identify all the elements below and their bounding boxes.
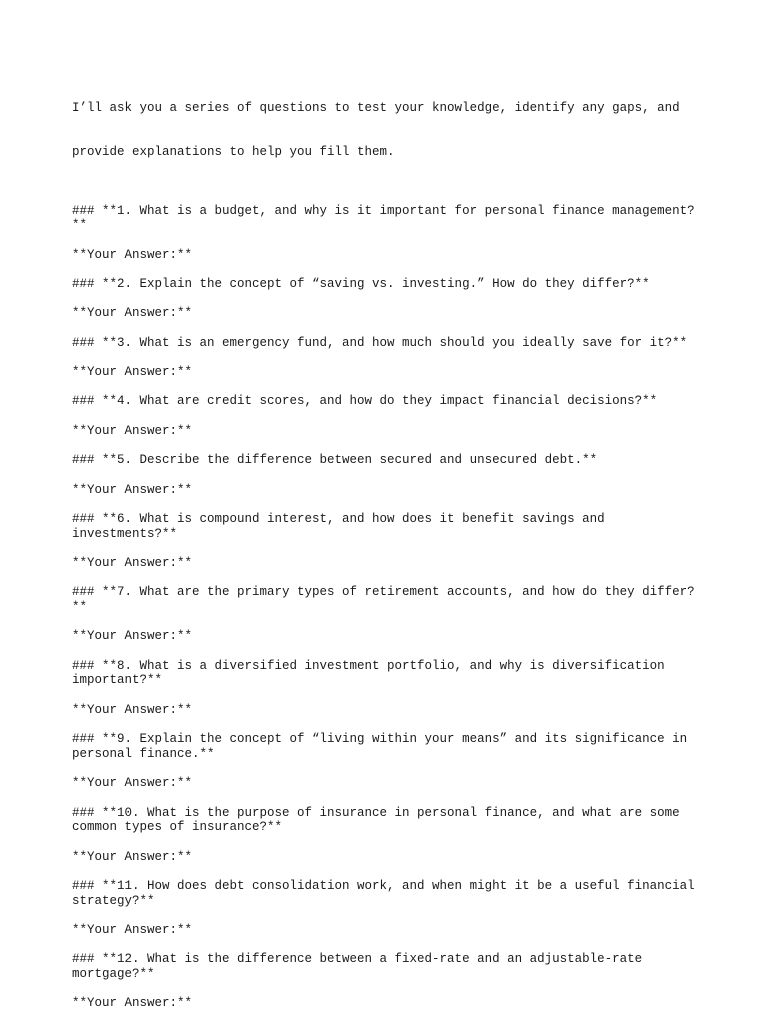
question-line: ### **4. What are credit scores, and how do they impact financial decisions?** [72, 394, 658, 409]
answer-label: **Your Answer:** [72, 247, 193, 262]
question-heading-1 [72, 204, 712, 233]
question-heading-9 [72, 732, 712, 761]
question-heading-5 [72, 453, 712, 468]
question-line: ### **12. What is the difference between a fixed-rate and an adjustable-rate [72, 952, 643, 967]
answer-label-10 [72, 850, 712, 865]
question-heading-4 [72, 394, 712, 409]
question-line: ### **1. What is a budget, and why is it important for personal finance management? [72, 203, 695, 218]
question-line: investments?** [72, 526, 178, 541]
question-list [72, 204, 712, 1011]
answer-label: **Your Answer:** [72, 922, 193, 937]
question-line: ### **6. What is compound interest, and how does it benefit savings and [72, 512, 605, 527]
question-line: important?** [72, 673, 163, 688]
answer-label: **Your Answer:** [72, 776, 193, 791]
answer-label: **Your Answer:** [72, 996, 193, 1011]
answer-label-12 [72, 996, 712, 1011]
question-heading-3 [72, 336, 712, 351]
question-line: ### **11. How does debt consolidation work, and when might it be a useful financial [72, 878, 695, 893]
answer-label: **Your Answer:** [72, 702, 193, 717]
question-line: ### **7. What are the primary types of retirement accounts, and how do they differ? [72, 585, 695, 600]
answer-label-8 [72, 703, 712, 718]
question-line: personal finance.** [72, 746, 215, 761]
answer-label-3 [72, 365, 712, 380]
question-heading-12 [72, 952, 712, 981]
question-line: mortgage?** [72, 966, 155, 981]
question-line: ### **2. Explain the concept of “saving vs. investing.” How do they differ?** [72, 276, 650, 291]
answer-label-4 [72, 424, 712, 439]
answer-label: **Your Answer:** [72, 849, 193, 864]
answer-label-1 [72, 248, 712, 263]
document-page [72, 72, 712, 1026]
question-heading-6 [72, 512, 712, 541]
answer-label: **Your Answer:** [72, 365, 193, 380]
answer-label: **Your Answer:** [72, 423, 193, 438]
question-line: ### **9. Explain the concept of “living within your means” and its significance in [72, 732, 688, 747]
question-heading-10 [72, 806, 712, 835]
question-line: ### **5. Describe the difference between secured and unsecured debt.** [72, 453, 598, 468]
answer-label-2 [72, 306, 712, 321]
answer-label-11 [72, 923, 712, 938]
question-line: ** [72, 600, 88, 615]
question-heading-8 [72, 659, 712, 688]
question-line: ### **10. What is the purpose of insurance in personal finance, and what are some [72, 805, 680, 820]
question-heading-11 [72, 879, 712, 908]
question-line: ### **3. What is an emergency fund, and how much should you ideally save for it?** [72, 335, 688, 350]
question-line: strategy?** [72, 893, 155, 908]
answer-label-6 [72, 556, 712, 571]
answer-label: **Your Answer:** [72, 556, 193, 571]
answer-label: **Your Answer:** [72, 482, 193, 497]
answer-label: **Your Answer:** [72, 629, 193, 644]
question-line: common types of insurance?** [72, 820, 283, 835]
question-heading-2 [72, 277, 712, 292]
question-heading-7 [72, 585, 712, 614]
answer-label: **Your Answer:** [72, 306, 193, 321]
answer-label-7 [72, 629, 712, 644]
question-line: ** [72, 218, 88, 233]
intro-line: I’ll ask you a series of questions to test your knowledge, identify any gaps, and [72, 101, 680, 116]
answer-label-9 [72, 776, 712, 791]
answer-label-5 [72, 483, 712, 498]
question-line: ### **8. What is a diversified investment portfolio, and why is diversification [72, 658, 665, 673]
intro-paragraph [72, 72, 712, 189]
intro-line: provide explanations to help you fill them. [72, 144, 395, 159]
